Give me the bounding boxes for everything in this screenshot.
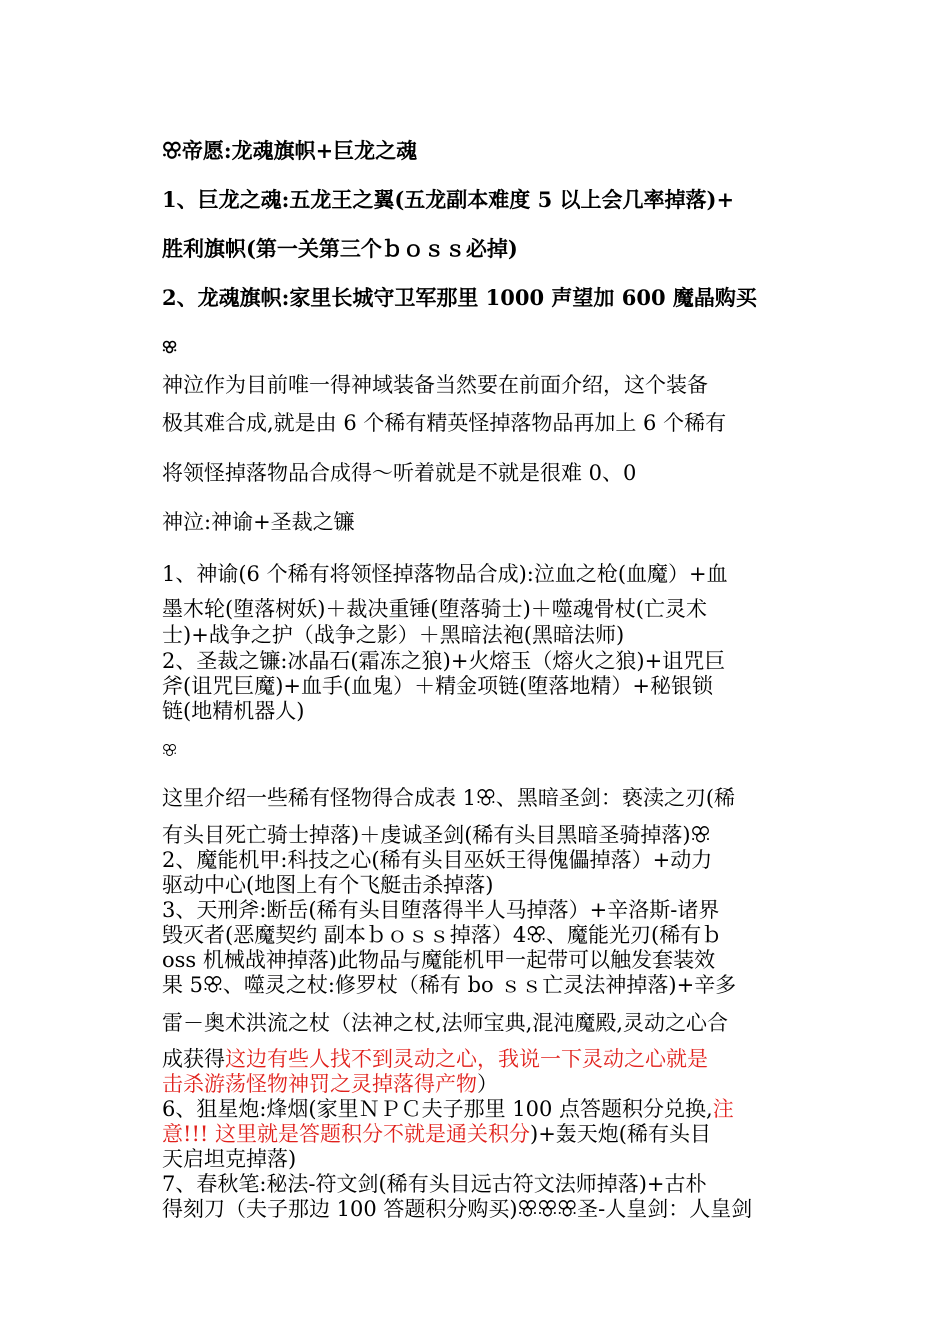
text-line: 雷－奥术洪流之杖（法神之杖,法师宝典,混沌魔殿,灵动之心合 — [162, 1011, 729, 1035]
text-line: 2、圣裁之镰:冰晶石(霜冻之狼)+火熔玉（熔火之狼)+诅咒巨 — [162, 649, 726, 673]
text-line: 有头目死亡骑士掉落)＋虔诚圣剑(稀有头目黑暗圣骑掉落)ꕣ — [162, 823, 711, 847]
text-line: 墨木轮(堕落树妖)＋裁决重锤(堕落骑士)＋噬魂骨杖(亡灵术 — [162, 597, 707, 621]
text-line: 2、龙魂旗帜:家里长城守卫军那里 1000 声望加 600 魔晶购买 — [162, 285, 757, 310]
text-line — [162, 1096, 812, 1122]
highlighted-note: 这边有些人找不到灵动之心，我说一下灵动之心就是 — [225, 1047, 708, 1071]
text-line: 7、春秋笔:秘法-符文剑(稀有头目远古符文法师掉落)+古朴 — [162, 1172, 707, 1196]
text-line — [162, 1071, 812, 1097]
text-line: 链(地精机器人) — [162, 699, 305, 723]
highlighted-note: 击杀游荡怪物神罚之灵掉落得产物 — [162, 1072, 477, 1096]
text-line: ꕣ — [162, 338, 178, 357]
text-line: ꕣ帝愿:龙魂旗帜+巨龙之魂 — [162, 138, 418, 163]
highlighted-note: 注 — [712, 1097, 734, 1121]
text-line: 士)+战争之护（战争之影）＋黑暗法袍(黑暗法师) — [162, 623, 625, 647]
text-line — [162, 1121, 812, 1147]
text-line: 斧(诅咒巨魔)+血手(血鬼）＋精金项链(堕落地精）+秘银锁 — [162, 674, 713, 698]
text-line: 2、魔能机甲:科技之心(稀有头目巫妖王得傀儡掉落）+动力 — [162, 848, 713, 872]
text-line: 驱动中心(地图上有个飞艇击杀掉落) — [162, 873, 494, 897]
highlighted-note: 意!!! 这里就是答题积分不就是通关积分 — [162, 1122, 530, 1146]
text-line: 天启坦克掉落) — [162, 1147, 297, 1171]
text-line: oss 机械战神掉落)此物品与魔能机甲一起带可以触发套装效 — [162, 948, 716, 972]
text-line: 神泣:神谕+圣裁之镰 — [162, 510, 355, 534]
text-line: 将领怪掉落物品合成得～听着就是不就是很难 0、0 — [162, 461, 637, 485]
text-line: 3、天刑斧:断岳(稀有头目堕落得半人马掉落）+辛洛斯-诸界 — [162, 898, 720, 922]
text-line: 神泣作为目前唯一得神域装备当然要在前面介绍，这个装备 — [162, 373, 708, 397]
text-line: 毁灭者(恶魔契约 副本ｂｏｓｓ掉落）4ꕣ、魔能光刃(稀有ｂ — [162, 923, 723, 947]
text-run: ） — [477, 1072, 498, 1096]
text-line: 得刻刀（夫子那边 100 答题积分购买)ꕣꕣꕣ圣-人皇剑：人皇剑 — [162, 1197, 753, 1221]
text-line: 极其难合成,就是由 6 个稀有精英怪掉落物品再加上 6 个稀有 — [162, 411, 727, 435]
text-run: 6、狙星炮:烽烟(家里ＮＰＣ夫子那里 100 点答题积分兑换, — [162, 1097, 713, 1121]
text-line: 果 5ꕣ、噬灵之杖:修罗杖（稀有 bo ｓｓ亡灵法神掉落)+辛多 — [162, 973, 737, 997]
text-line: 这里介绍一些稀有怪物得合成表 1ꕣ、黑暗圣剑：亵渎之刃(稀 — [162, 786, 736, 810]
text-line: 胜利旗帜(第一关第三个ｂｏｓｓ必掉) — [162, 236, 518, 261]
text-line: 1、巨龙之魂:五龙王之翼(五龙副本难度 5 以上会几率掉落)+ — [162, 187, 735, 212]
text-line — [162, 1046, 812, 1072]
text-line: 1、神谕(6 个稀有将领怪掉落物品合成):泣血之枪(血魔）+血 — [162, 562, 728, 586]
text-run: )+轰天炮(稀有头目 — [530, 1122, 711, 1146]
text-line: ꕣ — [162, 741, 178, 760]
text-run: 成获得 — [162, 1047, 225, 1071]
